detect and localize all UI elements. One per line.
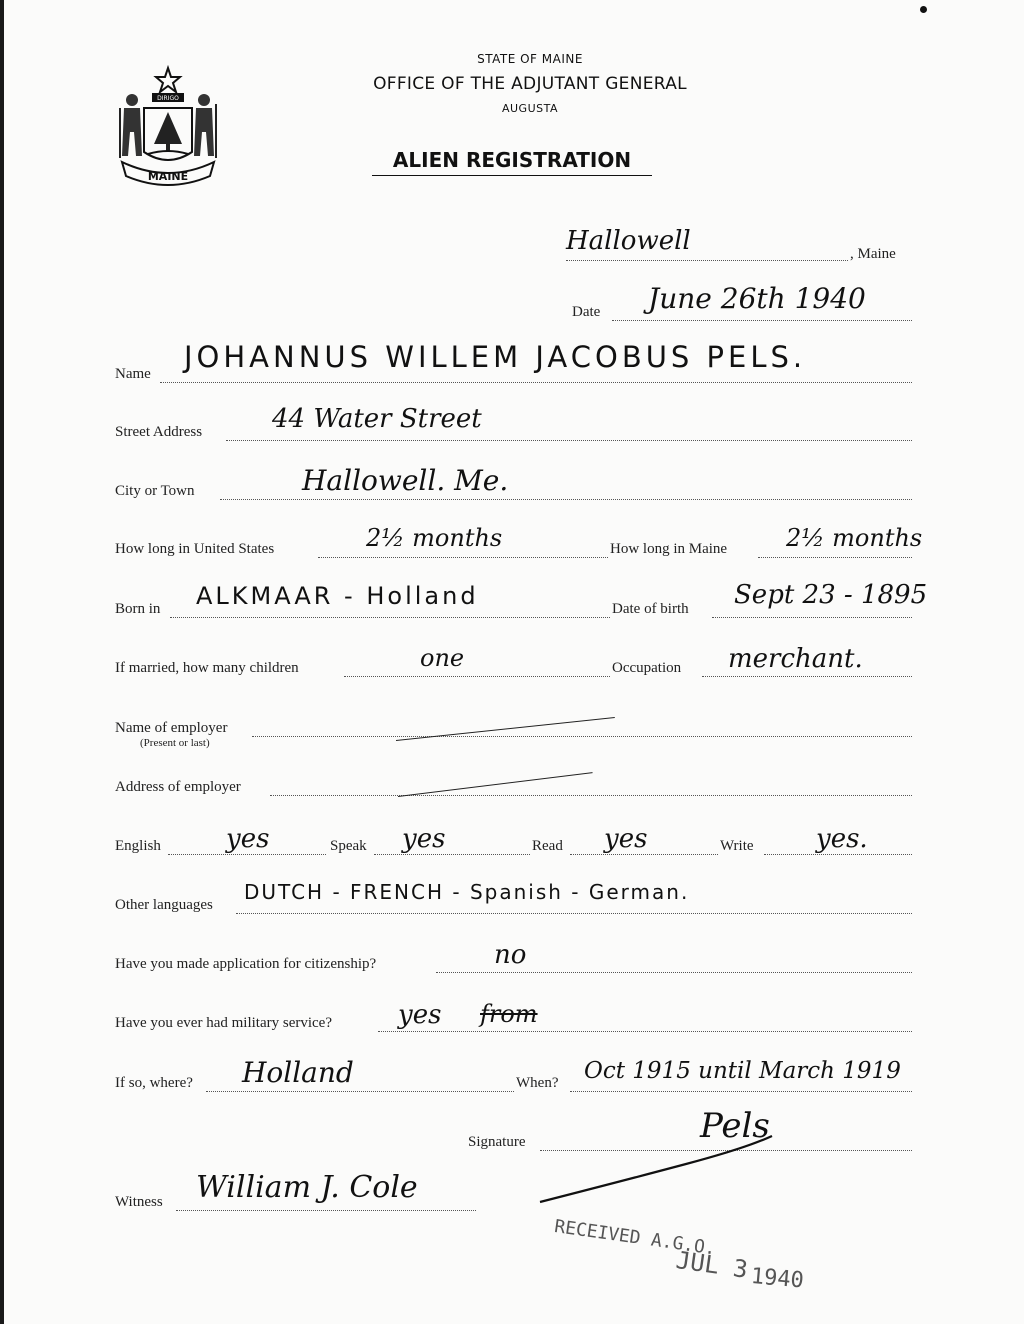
dob-dots [712,617,912,618]
date-label: Date [572,304,601,320]
read-dots [570,854,718,855]
military-label: Have you ever had military service? [115,1015,332,1031]
received-stamp-year: 1940 [749,1264,805,1294]
us-long-label: How long in United States [115,541,275,557]
occupation-dots [702,676,912,677]
town-dots [566,260,848,261]
city-label: City or Town [115,483,195,499]
ink-dot [920,6,927,13]
date-value: June 26th 1940 [648,282,866,315]
received-stamp-date: JUL 3 [674,1246,750,1284]
header-state: STATE OF MAINE [477,52,583,66]
children-dots [344,676,610,677]
speak-label: Speak [330,838,367,854]
witness-dots [176,1210,476,1211]
military-struck-value: from [480,1000,538,1028]
born-dots [170,617,610,618]
date-dots [612,320,912,321]
header-office: OFFICE OF THE ADJUTANT GENERAL [373,74,687,94]
read-label: Read [532,838,563,854]
seal-banner: MAINE [147,170,189,183]
witness-label: Witness [115,1194,163,1210]
maine-long-value: 2½ months [786,524,923,552]
where-dots [206,1091,514,1092]
employer-dots [252,736,912,737]
scan-edge [0,0,4,1324]
born-label: Born in [115,601,161,617]
other-languages-dots [236,913,912,914]
when-dots [570,1091,912,1092]
us-long-value: 2½ months [366,524,503,552]
city-value: Hallowell. Me. [302,464,509,497]
maine-label: , Maine [850,246,896,262]
speak-dots [374,854,530,855]
write-label: Write [720,838,754,854]
where-value: Holland [242,1056,354,1089]
employer-label: Name of employer [115,720,228,736]
citizenship-value: no [494,940,527,970]
english-value: yes [226,824,270,854]
when-label: When? [516,1075,559,1091]
header-city: AUGUSTA [501,102,559,115]
dob-value: Sept 23 - 1895 [734,580,928,610]
when-value: Oct 1915 until March 1919 [584,1058,901,1084]
maine-long-label: How long in Maine [610,541,728,557]
military-value: yes [398,1000,442,1030]
write-dots [764,854,912,855]
citizenship-dots [436,972,912,973]
street-value: 44 Water Street [272,404,482,434]
witness-value: William J. Cole [196,1170,418,1205]
seal-motto: DIRIGO [157,95,179,102]
employer-address-cancel-stroke [398,772,593,797]
employer-sub-label: (Present or last) [140,737,210,749]
street-dots [226,440,912,441]
form-title: ALIEN REGISTRATION [372,148,652,176]
other-languages-label: Other languages [115,897,213,913]
citizenship-label: Have you made application for citizenship? [115,956,377,972]
street-label: Street Address [115,424,203,440]
english-label: English [115,838,161,854]
children-label: If married, how many children [115,660,299,676]
english-dots [168,854,326,855]
us-long-dots [318,557,608,558]
speak-value: yes [402,824,446,854]
city-dots [220,499,912,500]
name-value: JOHANNUS WILLEM JACOBUS PELS. [184,340,807,374]
dob-label: Date of birth [612,601,689,617]
received-stamp: RECEIVED A.G.O. [553,1216,717,1260]
employer-address-dots [270,795,912,796]
occupation-value: merchant. [728,644,863,674]
name-dots [160,382,912,383]
born-value: ALKMAAR - Holland [196,582,479,610]
employer-address-label: Address of employer [115,779,241,795]
occupation-label: Occupation [612,660,682,676]
signature-label: Signature [468,1134,526,1150]
military-dots [378,1031,912,1032]
write-value: yes. [816,824,868,854]
other-languages-value: DUTCH - FRENCH - Spanish - German. [244,880,690,904]
employer-cancel-stroke [396,717,615,741]
maine-long-dots [758,557,912,558]
signature-flourish [536,1130,776,1210]
signature-value: Pels [700,1106,770,1146]
town-value: Hallowell [566,226,691,256]
children-value: one [420,644,465,672]
read-value: yes [604,824,648,854]
where-label: If so, where? [115,1075,193,1091]
name-label: Name [115,366,151,382]
